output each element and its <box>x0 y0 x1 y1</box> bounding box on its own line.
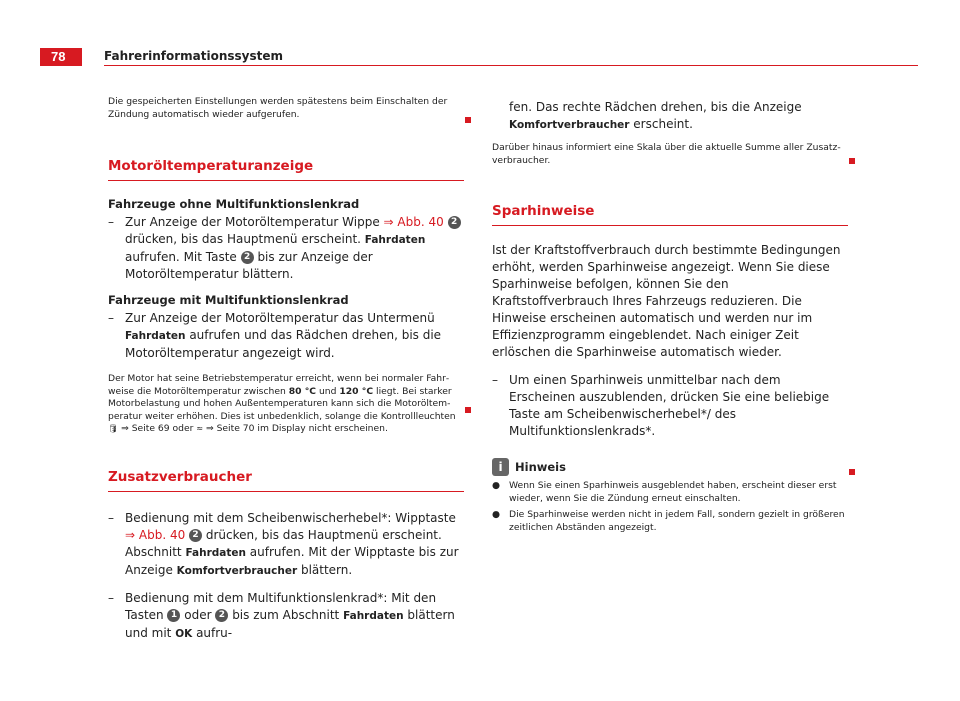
oil-temp-note: Der Motor hat seine Betriebstemperatur erreicht, wenn bei normaler Fahrweise die Motoröltemperatur zwischen 80 °C und 120 °C liegt. Bei starker Motorbelastung und hohen Außentemperaturen kann sich die Motoröltemperatur weiter erhöhen. Dies ist unbedenklich, solange die Kontrollleuchten 🛢 ⇒ Seite 69 oder ≈ ⇒ Seite 70 im Display nicht erscheinen. <box>108 373 456 434</box>
section-end-marker <box>849 158 855 164</box>
instruction-multifunction-wheel: – Bedienung mit dem Multifunktionslenkrad*: Mit den Tasten 1 oder 2 bis zum Abschnitt Fahrdaten blättern und mit OK aufru- <box>108 590 455 640</box>
section-title-oil-temp: Motoröltemperaturanzeige <box>108 158 464 181</box>
dash-bullet: – <box>108 215 114 229</box>
oil-pressure-lamp-icon: 🛢 <box>108 424 119 433</box>
subheading-without-mfsw: Fahrzeuge ohne Multifunktionslenkrad <box>108 197 360 211</box>
figure-link[interactable]: ⇒ Abb. 40 <box>125 527 186 542</box>
info-note-icon: i <box>492 458 509 476</box>
instruction-wiper-lever: – Bedienung mit dem Scheibenwischerhebel*: Wipptaste ⇒ Abb. 40 2 drücken, bis das Hauptmenü erscheint. Abschnitt Fahrdaten aufrufen. Mit der Wipptaste bis zur Anzeige Komfortverbraucher blättern. <box>108 510 459 577</box>
hint-item: ● Die Sparhinweise werden nicht in jedem Fall, sondern gezielt in größeren zeitlichen Abständen angezeigt. <box>492 509 845 533</box>
section-end-marker <box>465 407 471 413</box>
dash-bullet: – <box>108 590 114 605</box>
right-column <box>492 99 848 534</box>
page-header <box>40 48 918 66</box>
running-title: Fahrerinformationssystem <box>104 49 284 63</box>
button-number-badge: 2 <box>241 251 254 264</box>
eco-tip-dismiss-instruction: – Um einen Sparhinweis unmittelbar nach dem Erscheinen auszublenden, drücken Sie eine beliebige Taste am Scheibenwischerhebel*/ des Multifunktionslenkrads*. <box>492 373 830 438</box>
header-rule <box>104 65 918 66</box>
instruction-without-mfsw: – Zur Anzeige der Motoröltemperatur Wippe ⇒ Abb. 40 2 drücken, bis das Hauptmenü erscheint. Fahrdaten aufrufen. Mit Taste 2 bis zur Anzeige der Motoröltemperatur blättern. <box>108 214 464 283</box>
scale-note: Darüber hinaus informiert eine Skala über die aktuelle Summe aller Zusatzverbraucher. <box>492 142 841 166</box>
button-number-badge: 2 <box>189 529 202 542</box>
button-number-badge: 1 <box>167 609 180 622</box>
bullet-dot: ● <box>492 509 501 520</box>
section-title-eco-tips: Sparhinweise <box>492 203 848 226</box>
dash-bullet: – <box>108 311 114 325</box>
hint-item: ● Wenn Sie einen Sparhinweis ausgeblendet haben, erscheint dieser erst wieder, wenn Sie die Zündung erneut einschalten. <box>492 480 837 504</box>
dash-bullet: – <box>492 373 498 387</box>
subheading-with-mfsw: Fahrzeuge mit Multifunktionslenkrad <box>108 293 349 307</box>
eco-tips-paragraph: Ist der Kraftstoffverbrauch durch bestimmte Bedingungen erhöht, werden Sparhinweise angezeigt. Wenn Sie diese Sparhinweise befolgen, können Sie den Kraftstoffverbrauch Ihres Fahrzeugs reduzieren. Die Hinweise erscheinen automatisch und werden nur im Effizienzprogramm eingeblendet. Nach einiger Zeit erlöschen die Sparhinweise automatisch wieder. <box>492 243 841 359</box>
coolant-temp-lamp-icon: ≈ <box>196 424 204 433</box>
button-number-badge: 2 <box>215 609 228 622</box>
intro-note: Die gespeicherten Einstellungen werden spätestens beim Einschalten der Zündung automatisch wieder aufgerufen. <box>108 96 448 120</box>
bullet-dot: ● <box>492 480 501 491</box>
figure-link[interactable]: ⇒ Abb. 40 <box>383 215 444 229</box>
hint-title: Hinweis <box>515 460 566 474</box>
dash-bullet: – <box>108 510 114 525</box>
button-number-badge: 2 <box>448 216 461 229</box>
section-end-marker <box>849 469 855 475</box>
hint-header <box>492 458 848 476</box>
instruction-with-mfsw: – Zur Anzeige der Motoröltemperatur das Untermenü Fahrdaten aufrufen und das Rädchen drehen, bis die Motoröltemperatur angezeigt wird. <box>108 311 442 360</box>
section-title-comfort-consumers: Zusatzverbraucher <box>108 469 464 492</box>
left-column <box>108 96 464 643</box>
section-end-marker <box>465 117 471 123</box>
page-number: 78 <box>40 48 82 66</box>
continued-instruction: fen. Das rechte Rädchen drehen, bis die Anzeige Komfortverbraucher erscheint. <box>509 100 802 131</box>
